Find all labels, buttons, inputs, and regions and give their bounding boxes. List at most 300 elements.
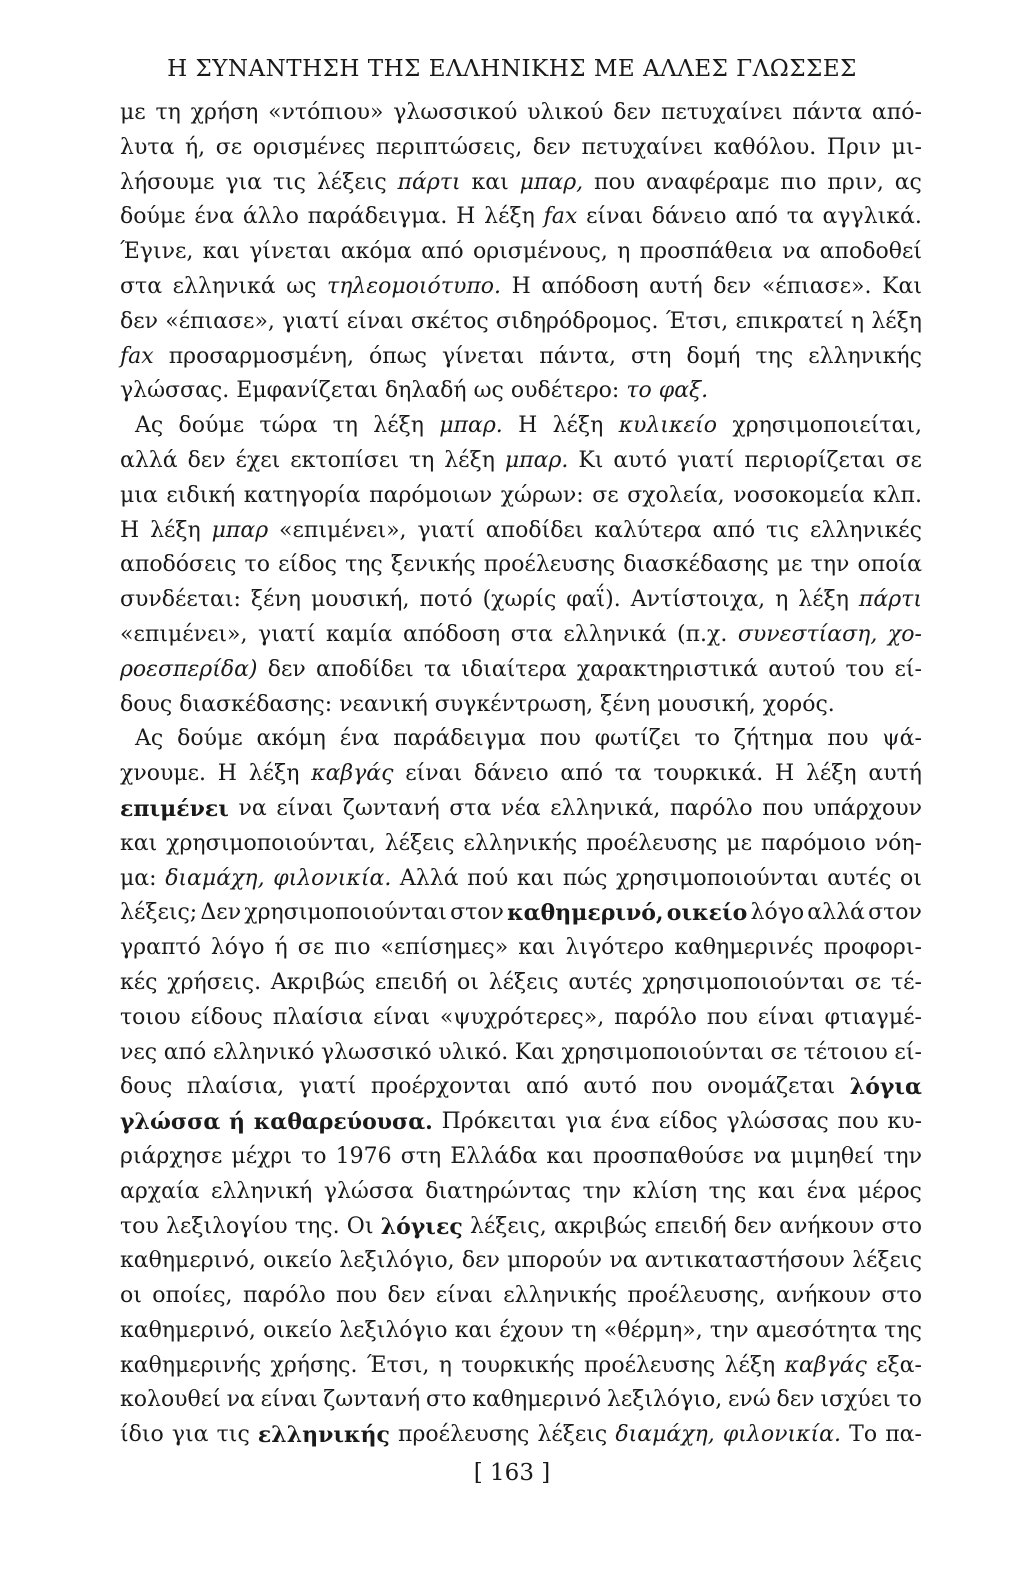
word: το: [301, 1143, 327, 1169]
word: κατηγορία: [243, 482, 361, 508]
word: λήσουμε: [120, 169, 215, 195]
word: λέξη: [724, 1352, 776, 1378]
text-line: [120, 514, 922, 549]
word: αυτή: [868, 761, 922, 787]
word: ελληνικές: [810, 517, 922, 543]
word: από: [421, 239, 464, 265]
running-header: Η ΣΥΝΑΝΤΗΣΗ ΤΗΣ ΕΛΛΗΝΙΚΗΣ ΜΕ ΑΛΛΕΣ ΓΛΩΣΣΕΣ: [167, 56, 857, 82]
word: η: [438, 1352, 452, 1378]
word: ουδέτερο:: [510, 378, 620, 404]
word: χορός.: [762, 691, 835, 717]
word: και: [454, 1317, 492, 1343]
word: λέξη: [798, 587, 849, 613]
word: μουσική,: [310, 587, 410, 613]
word: ξένη: [600, 691, 651, 717]
text-line: [120, 1244, 922, 1279]
word: Ας: [135, 726, 164, 752]
word: καθημερινό,: [120, 1248, 256, 1274]
word: Η: [217, 761, 237, 787]
word: πλαίσια,: [186, 1074, 285, 1100]
word: Και: [514, 1039, 555, 1065]
word: ή: [229, 1109, 246, 1136]
word: υλικού: [527, 100, 604, 125]
word: λέξεις: [488, 969, 559, 995]
word: επιμένει: [120, 795, 229, 822]
word: άλλο: [242, 204, 299, 230]
text-line: [120, 1140, 922, 1175]
word: γιατί: [282, 308, 340, 334]
word: φιλονικία.: [273, 865, 392, 891]
word: που: [837, 1109, 879, 1135]
word: Έτσι,: [665, 308, 729, 334]
word: δεν: [461, 1248, 500, 1274]
word: και: [546, 1143, 584, 1169]
word: μιμηθεί: [790, 1143, 875, 1169]
word: το: [244, 552, 270, 578]
word: ορισμένους,: [473, 239, 608, 265]
word: δεν: [267, 656, 306, 682]
text-line: [120, 618, 922, 653]
word: ένα: [806, 1178, 847, 1204]
word: στη: [400, 1143, 442, 1169]
word: λέξεις: [537, 1422, 608, 1448]
word: λιγότερο: [565, 935, 665, 961]
word: να: [753, 1143, 782, 1169]
word: ακόμα: [340, 239, 412, 265]
word: είδος: [658, 1109, 718, 1135]
word: ελληνικά: [563, 621, 667, 647]
word: στη: [631, 343, 672, 369]
word: ή,: [184, 134, 206, 160]
word: ιδιαίτερα: [461, 656, 567, 682]
text-line: [120, 548, 922, 583]
word: από: [526, 1074, 569, 1100]
word: Η: [511, 273, 531, 299]
word: πετυχαίνει: [661, 100, 783, 125]
word: οποίες,: [152, 1283, 233, 1309]
word: τη: [408, 447, 435, 473]
word: υλικό.: [438, 1039, 509, 1065]
word: Αντίστοιχα,: [630, 587, 766, 613]
word: στο: [425, 1387, 467, 1413]
word: χρήσεις.: [167, 969, 262, 995]
word: γλώσσα: [323, 1178, 414, 1204]
word: λόγο: [210, 935, 265, 961]
word: καθημερινό,: [507, 900, 664, 927]
word: ριάρχησε: [120, 1143, 223, 1169]
word: ελληνικό: [212, 1039, 315, 1065]
text-line: [120, 1279, 922, 1314]
word: καμία: [326, 621, 393, 647]
word: που: [706, 1004, 748, 1030]
word: ξένη: [250, 587, 301, 613]
word: το: [896, 1387, 922, 1413]
word: οι: [900, 865, 922, 891]
word: μέχρι: [231, 1143, 292, 1169]
text-line: [120, 966, 922, 1001]
word: ειδική: [166, 482, 236, 508]
word: είναι: [373, 1004, 430, 1030]
word: απόδοση: [541, 273, 639, 299]
word: αυτές: [827, 865, 892, 891]
word: ας: [894, 169, 922, 195]
word: επικρατεί: [735, 308, 844, 334]
word: παρόμοιων: [369, 482, 493, 508]
word: το: [626, 378, 652, 404]
word: είδος: [278, 552, 337, 578]
word: διαμάχη,: [615, 1422, 715, 1448]
word: καθημερινής: [120, 1352, 262, 1378]
word: αυτό: [583, 1074, 637, 1100]
word: ή: [274, 935, 288, 961]
word: είναι: [586, 204, 643, 230]
word: επειδή: [654, 1213, 727, 1239]
word: ποτό: [419, 587, 473, 613]
word: παρόλο: [669, 795, 753, 821]
word: ένα: [610, 1109, 651, 1135]
word: γιατί: [298, 1074, 357, 1100]
word: από: [712, 517, 756, 543]
word: τα: [614, 761, 642, 787]
word: νοσοκομεία: [733, 482, 865, 508]
word: δούμε: [178, 413, 245, 439]
word: δηλαδή: [384, 378, 467, 404]
word: μα:: [120, 865, 157, 891]
word: Έτσι,: [366, 1352, 430, 1378]
text-line: [120, 340, 922, 375]
word: κές: [120, 969, 158, 995]
word: μια: [120, 482, 158, 508]
text-line: [120, 1105, 922, 1140]
word: δάνειο: [651, 204, 727, 230]
word: αλλά: [807, 900, 865, 926]
word: του: [120, 1213, 159, 1239]
word: κλπ.: [872, 482, 922, 508]
word: καθαρεύουσα.: [253, 1109, 433, 1136]
word: χρησιμοποιούνται,: [166, 830, 376, 856]
word: που: [827, 726, 869, 752]
word: λέξη: [805, 761, 857, 787]
word: δους: [120, 691, 173, 717]
word: ελληνικής: [503, 1283, 617, 1309]
word: μι-: [891, 134, 922, 160]
word: λέξη: [871, 308, 922, 334]
word: αυτή: [649, 273, 703, 299]
word: τοιου: [120, 1004, 181, 1030]
word: από: [560, 761, 603, 787]
word: δεν: [120, 308, 159, 334]
word: στον: [450, 900, 504, 926]
word: σε: [854, 969, 882, 995]
word: επειδή: [374, 969, 448, 995]
word: τη: [332, 413, 358, 439]
word: αυτό: [613, 447, 667, 473]
word: και: [120, 830, 158, 856]
word: «επίσημες»: [380, 935, 509, 961]
word: τουρκικής: [461, 1352, 575, 1378]
word: μπαρ: [211, 517, 269, 543]
word: περιπτώσεις,: [375, 134, 523, 160]
word: τις: [216, 1422, 250, 1448]
word: χρήση: [190, 100, 259, 125]
word: Η: [456, 204, 476, 230]
word: εί-: [894, 656, 922, 682]
word: που: [336, 1283, 378, 1309]
word: χρησιμοποιούνται: [561, 1039, 764, 1065]
word: χρησιμοποιούνται: [244, 900, 447, 926]
word: γλωσσικό: [320, 1039, 432, 1065]
word: περιορίζεται: [744, 447, 886, 473]
word: διατηρώντας: [425, 1178, 571, 1204]
word: γιατί: [417, 517, 475, 543]
text-line: [120, 827, 922, 862]
word: οι: [457, 969, 479, 995]
text-line: [120, 1349, 922, 1384]
word: στον: [868, 900, 922, 926]
word: λέξη: [373, 413, 424, 439]
text-line: [120, 200, 922, 235]
word: σιδηρόδρομος.: [495, 308, 659, 334]
word: δους: [120, 1074, 173, 1100]
word: ένα: [339, 726, 380, 752]
text-line: [120, 96, 922, 131]
word: την: [582, 1178, 622, 1204]
word: γλώσσα: [120, 1109, 221, 1136]
word: λεξιλόγιο: [339, 1317, 448, 1343]
word: της: [345, 552, 383, 578]
word: το: [694, 726, 721, 752]
word: του: [845, 656, 885, 682]
word: της: [755, 343, 794, 369]
word: τέτοιου: [803, 1039, 888, 1065]
word: πιο: [780, 169, 817, 195]
word: «θέρμη»,: [603, 1317, 703, 1343]
word: Οι: [346, 1213, 374, 1239]
word: γίνεται: [249, 239, 332, 265]
word: είναι: [435, 1283, 493, 1309]
word: ανήκουν: [779, 1213, 875, 1239]
word: να: [238, 795, 267, 821]
word: καλύτερα: [594, 517, 702, 543]
text-line: [120, 1175, 922, 1210]
word: αποδοθεί: [819, 239, 922, 265]
word: ένα: [194, 204, 235, 230]
word: ελληνικής: [808, 343, 922, 369]
word: τέ-: [890, 969, 922, 995]
word: είναι: [346, 308, 404, 334]
word: Εμφανίζεται: [236, 378, 378, 404]
word: γιατί: [258, 621, 316, 647]
word: ίδιο: [120, 1422, 164, 1448]
word: κλίση: [632, 1178, 698, 1204]
word: καθημερινό,: [120, 1317, 256, 1343]
word: πάρτι: [858, 587, 922, 613]
word: Πριν: [826, 134, 881, 160]
word: της.: [294, 1213, 340, 1239]
word: ζήτημα: [733, 726, 814, 752]
word: παράδειγμα: [393, 726, 526, 752]
word: Έγινε,: [120, 239, 194, 265]
word: για: [565, 1109, 602, 1135]
word: με: [726, 830, 752, 856]
word: αναφέραμε: [645, 169, 770, 195]
word: δεν: [613, 100, 652, 125]
word: προφορι-: [823, 935, 922, 961]
word: οι: [120, 1283, 142, 1309]
word: εκτοπίσει: [290, 447, 399, 473]
word: πετυχαίνει: [581, 134, 704, 160]
word: προέρχονται: [370, 1074, 512, 1100]
word: λέξεις: [852, 1248, 922, 1274]
word: τη: [571, 1317, 597, 1343]
word: Η: [775, 761, 795, 787]
word: λέξεις: [384, 830, 455, 856]
word: καθημερινό: [472, 1387, 602, 1413]
word: «ντόπιου»: [268, 100, 384, 125]
word: από: [735, 204, 778, 230]
word: οικείο: [666, 900, 748, 927]
word: που: [539, 726, 581, 752]
word: κυλικείο: [618, 413, 718, 439]
word: αυτού: [768, 656, 836, 682]
word: προσπάθεια: [639, 239, 773, 265]
word: ορισμένες: [252, 134, 366, 160]
word: αρχαία: [120, 1178, 200, 1204]
word: μπαρ.: [504, 447, 569, 473]
word: παράδειγμα.: [307, 204, 448, 230]
word: γλώσσας: [726, 1109, 829, 1135]
word: είναι: [757, 1004, 815, 1030]
text-line: [120, 1418, 922, 1453]
word: απόδοση: [402, 621, 501, 647]
word: εί-: [894, 1039, 922, 1065]
word: Κι: [578, 447, 604, 473]
word: γίνεται: [442, 343, 525, 369]
text-line: [120, 444, 922, 479]
word: χρησιμοποιούνται: [616, 865, 819, 891]
word: δεν: [532, 134, 571, 160]
word: ελληνικά,: [550, 795, 661, 821]
word: προσπαθούσε: [592, 1143, 744, 1169]
text-line: [120, 1001, 922, 1036]
word: δάνειο: [473, 761, 549, 787]
word: προσαρμοσμένη,: [168, 343, 354, 369]
word: και: [518, 935, 556, 961]
word: κολουθεί: [120, 1387, 221, 1413]
word: ως: [286, 273, 317, 299]
word: λεξιλογίου: [166, 1213, 288, 1239]
word: προέλευσης: [586, 830, 718, 856]
word: ακόμη: [256, 726, 326, 752]
word: Η: [518, 413, 538, 439]
word: που: [594, 169, 636, 195]
word: λέξεις;: [120, 900, 198, 926]
word: «επιμένει»,: [120, 621, 248, 647]
word: ψά-: [882, 726, 922, 752]
text-line: [120, 931, 922, 966]
word: ακριβώς: [553, 1213, 648, 1239]
word: ελληνικής: [257, 1422, 390, 1449]
word: λόγιες: [380, 1213, 463, 1240]
word: ως: [473, 378, 504, 404]
word: στο: [881, 1213, 922, 1239]
word: για: [171, 1422, 209, 1448]
word: τα: [424, 656, 452, 682]
word: στο: [881, 1283, 922, 1309]
word: μπαρ.: [439, 413, 503, 439]
word: πιο: [334, 935, 371, 961]
word: και: [757, 1178, 796, 1204]
word: υπάρχουν: [813, 795, 922, 821]
word: φωτίζει: [594, 726, 681, 752]
word: fax: [543, 204, 578, 230]
word: γλώσσας.: [120, 378, 230, 404]
word: τις: [272, 169, 306, 195]
word: Αλλά: [399, 865, 459, 891]
word: πώς: [562, 865, 608, 891]
word: αποδόσεις: [120, 552, 237, 578]
word: λέξη: [444, 447, 495, 473]
word: εξα-: [876, 1352, 922, 1378]
word: πάντα: [792, 100, 863, 125]
word: ζωντανή: [323, 1387, 421, 1413]
word: Ακριβώς: [270, 969, 366, 995]
word: γραπτό: [120, 935, 201, 961]
text-line: [120, 1383, 922, 1418]
word: ενώ: [728, 1387, 771, 1413]
word: «έπιασε»,: [165, 308, 275, 334]
word: αμεσότητα: [755, 1317, 878, 1343]
word: μέρος: [857, 1178, 922, 1204]
word: σε: [592, 482, 619, 508]
word: «επιμένει»,: [279, 517, 407, 543]
word: που: [651, 1074, 693, 1100]
word: που: [762, 795, 804, 821]
word: λέξη: [150, 517, 201, 543]
word: για: [225, 169, 262, 195]
word: λόγια: [849, 1074, 922, 1101]
word: «έπιασε».: [761, 273, 872, 299]
word: αντικαταστήσουν: [644, 1248, 845, 1274]
word: καθημερινές: [674, 935, 814, 961]
word: χώρων:: [500, 482, 584, 508]
word: αποδίδει: [485, 517, 584, 543]
word: στα: [449, 795, 492, 821]
word: πριν,: [827, 169, 884, 195]
word: γιατί: [676, 447, 735, 473]
word: πού: [467, 865, 509, 891]
word: συγκέντρωση,: [434, 691, 594, 717]
text-line: [120, 896, 922, 931]
word: με: [120, 100, 146, 125]
text-line: [120, 270, 922, 305]
word: είναι: [276, 795, 334, 821]
word: ελληνική: [210, 1178, 313, 1204]
word: και: [202, 239, 240, 265]
word: καθόλου.: [713, 134, 817, 160]
word: να: [609, 1248, 638, 1274]
text-line: [120, 166, 922, 201]
word: προέλευσης: [483, 552, 616, 578]
word: τουρκικά.: [653, 761, 764, 787]
word: Δεν: [200, 900, 242, 926]
word: καβγάς: [311, 761, 394, 787]
word: χαρακτηριστικά: [576, 656, 758, 682]
word: Και: [882, 273, 922, 299]
text-line: [120, 131, 922, 166]
text-line: [120, 792, 922, 827]
text-line: [120, 1314, 922, 1349]
